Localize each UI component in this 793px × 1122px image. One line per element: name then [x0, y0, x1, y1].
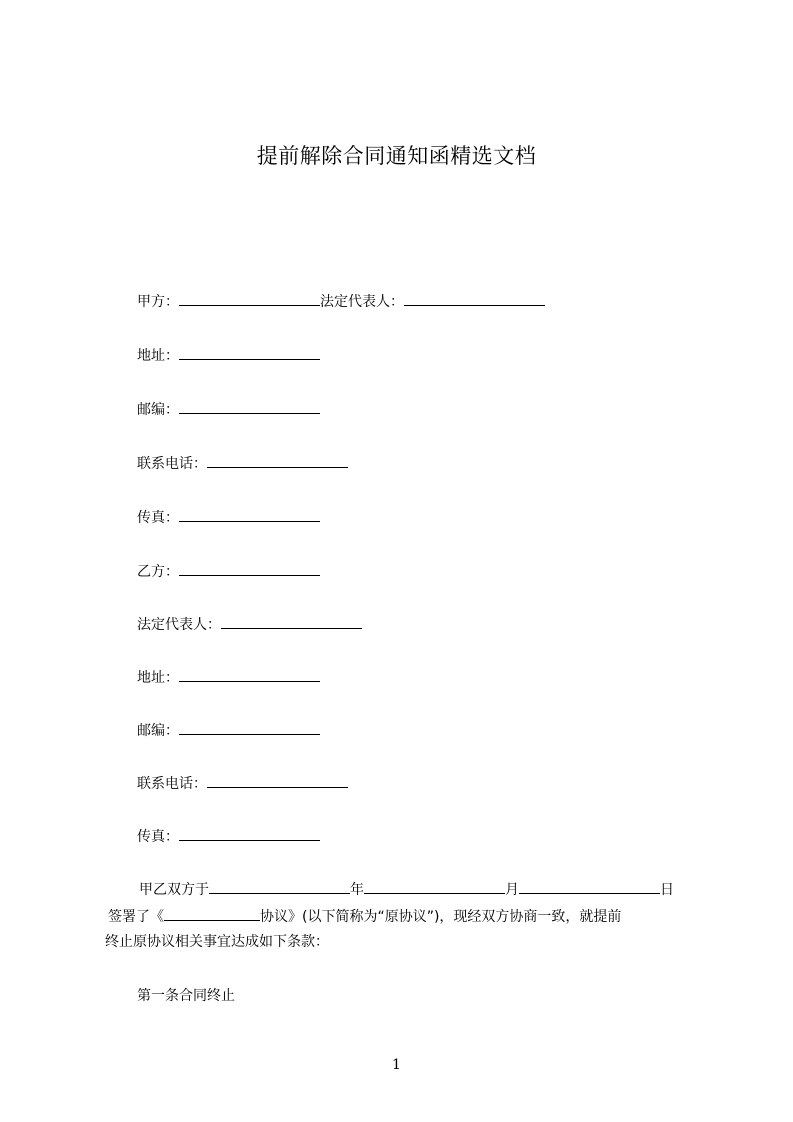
party-a-fax-line: [137, 506, 320, 528]
body-line-3: 终止原协议相关事宜达成如下条款：: [105, 934, 329, 950]
party-a-address-line: [137, 344, 320, 366]
party-a-postcode-blank[interactable]: [179, 398, 320, 414]
party-b-line: [137, 560, 320, 582]
party-b-legal-rep-label: 法定代表人：: [137, 617, 221, 633]
page-number: 1: [392, 1057, 401, 1073]
date-month-blank[interactable]: [364, 878, 505, 894]
date-day-blank[interactable]: [519, 878, 660, 894]
party-b-phone-blank[interactable]: [207, 772, 348, 788]
party-a-legal-rep-blank[interactable]: [404, 290, 545, 306]
body-month-label: 月: [505, 882, 519, 898]
party-a-fax-label: 传真：: [137, 510, 179, 526]
party-b-legal-rep-blank[interactable]: [221, 613, 362, 629]
body-year-label: 年: [350, 882, 364, 898]
party-b-phone-label: 联系电话：: [137, 776, 207, 792]
party-b-blank[interactable]: [179, 560, 320, 576]
agreement-name-blank[interactable]: [164, 905, 260, 921]
party-a-fax-blank[interactable]: [179, 506, 320, 522]
body-line-1: [139, 878, 699, 900]
party-b-postcode-line: [137, 719, 320, 741]
party-b-label: 乙方：: [137, 564, 179, 580]
body-line1-start: 甲乙双方于: [139, 882, 209, 898]
party-b-address-label: 地址：: [137, 670, 179, 686]
article-1-heading: 第一条合同终止: [137, 988, 235, 1004]
party-b-fax-line: [137, 825, 320, 847]
party-a-blank[interactable]: [179, 290, 320, 306]
party-a-postcode-line: [137, 398, 320, 420]
date-year-blank[interactable]: [209, 878, 350, 894]
party-b-phone-line: [137, 772, 348, 794]
party-a-line: [137, 290, 545, 312]
party-a-postcode-label: 邮编：: [137, 402, 179, 418]
party-a-phone-label: 联系电话：: [137, 456, 207, 472]
body-line2-rest: 协议》(以下简称为“原协议”)，现经双方协商一致，就提前: [260, 909, 622, 925]
party-b-address-line: [137, 666, 320, 688]
party-a-label: 甲方：: [137, 294, 179, 310]
party-a-phone-blank[interactable]: [207, 452, 348, 468]
party-b-legal-rep-line: [137, 613, 362, 635]
party-b-address-blank[interactable]: [179, 666, 320, 682]
party-a-address-label: 地址：: [137, 348, 179, 364]
party-b-fax-label: 传真：: [137, 829, 179, 845]
party-a-legal-rep-label: 法定代表人：: [320, 294, 404, 310]
body-line2-start: 签署了《: [108, 909, 164, 925]
party-a-address-blank[interactable]: [179, 344, 320, 360]
party-b-fax-blank[interactable]: [179, 825, 320, 841]
party-b-postcode-blank[interactable]: [179, 719, 320, 735]
party-b-postcode-label: 邮编：: [137, 723, 179, 739]
document-title: 提前解除合同通知函精选文档: [256, 144, 537, 168]
body-day-label: 日: [660, 882, 674, 898]
body-line-2: [108, 905, 701, 927]
party-a-phone-line: [137, 452, 348, 474]
